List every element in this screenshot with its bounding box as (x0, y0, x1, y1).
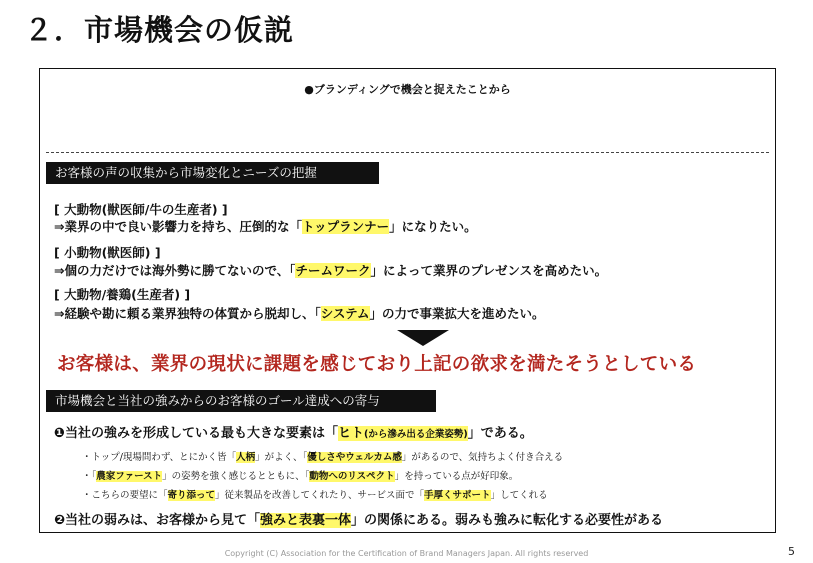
copyright-footer: Copyright (C) Association for the Certification of Brand Managers Japan. All rights reserved (224, 549, 589, 558)
need-statement: ⇒業界の中で良い影響力を持ち、圧倒的な「トップランナー」になりたい。 (54, 219, 477, 234)
category-label: [ 小動物(獣医師) ] (54, 245, 161, 260)
down-arrow-icon (397, 330, 449, 346)
highlight-text: 強みと表裏一体 (260, 513, 352, 528)
category-label: [ 大動物(獣医師/牛の生産者) ] (54, 202, 228, 217)
box-caption: ●ブランディングで機会と捉えたことから (304, 83, 511, 96)
need-statement: ⇒経験や勘に頼る業界独特の体質から脱却し、「システム」の力で事業拡大を進めたい。 (54, 306, 545, 321)
highlight-text: トップランナー (301, 219, 390, 234)
list-item: ・トップ/現場問わず、とにかく皆「人柄」がよく、「優しさやウェルカム感」があるので、気持ちよく付き合える (82, 452, 564, 463)
highlight-text: ヒト(から滲み出る企業姿勢) (338, 426, 468, 441)
need-statement: ⇒個の力だけでは海外勢に勝てないので、「チームワーク」によって業界のプレゼンスを高めたい。 (54, 263, 608, 278)
strength-point: ❶当社の強みを形成している最も大きな要素は「ヒト(から滲み出る企業姿勢)」である。 (54, 426, 533, 441)
emphasis-statement: お客様は、業界の現状に課題を感じており上記の欲求を満たそうとしている (57, 354, 697, 375)
category-label: [ 大動物/養鶏(生産者) ] (54, 287, 191, 302)
content-box (39, 68, 776, 533)
dashed-divider (46, 152, 769, 153)
section1-header: お客様の声の収集から市場変化とニーズの把握 (46, 162, 379, 184)
list-item: ・「農家ファースト」の姿勢を強く感じるとともに、「動物へのリスペクト」を持っている点が好印象。 (82, 471, 519, 482)
highlight-text: システム (320, 306, 370, 321)
list-item: ・こちらの要望に「寄り添って」従来製品を改善してくれたり、サービス面で「手厚くサポート」してくれる (82, 490, 548, 501)
section2-header: 市場機会と当社の強みからのお客様のゴール達成への寄与 (46, 390, 436, 412)
weakness-point: ❷当社の弱みは、お客様から見て「強みと表裏一体」の関係にある。弱みも強みに転化する必要性がある (54, 513, 664, 528)
highlight-text: チームワーク (295, 263, 371, 278)
page-title: ２．市場機会の仮説 (24, 13, 295, 47)
page-number: 5 (788, 545, 795, 558)
